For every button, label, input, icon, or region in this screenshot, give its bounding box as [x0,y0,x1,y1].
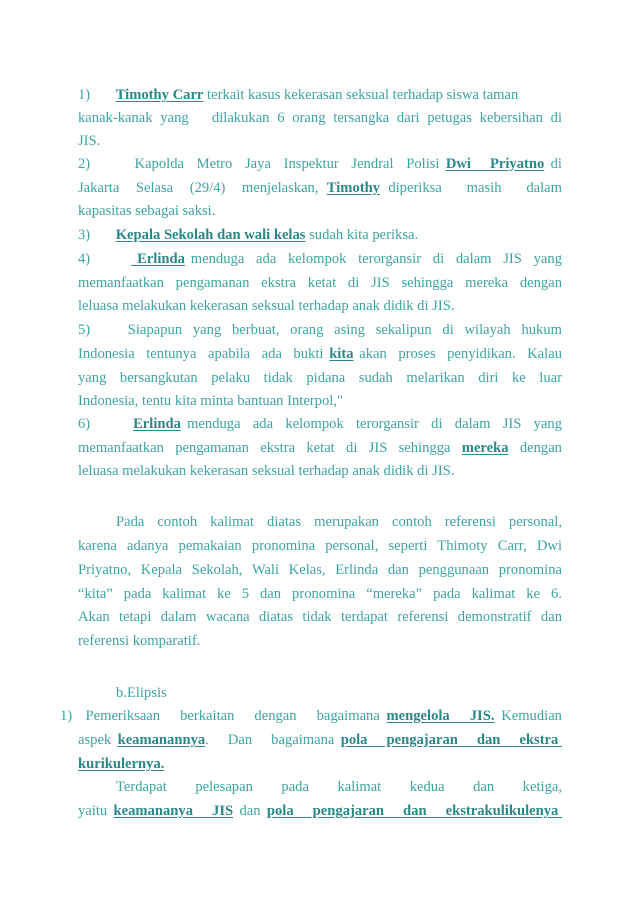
highlighted-term: pola pengajaran dan ekstrakulikulenya [266,803,562,819]
text-line [78,461,562,481]
text-line [78,225,562,245]
text-segment: Indonesia, tentu kita minta bantuan Interpol," [78,393,343,409]
text-segment: Indonesia tentunya apabila ada bukti [78,346,330,362]
text-line [78,438,562,458]
text-segment: kanak-kanak yang dilakukan 6 orang tersangka dari petugas kebersihan di [78,110,562,126]
text-segment: menduga ada kelompok terorgansir di dalam JIS yang [180,416,562,432]
text-segment: b.Elipsis [116,685,167,701]
text-segment: leluasa melakukan kekerasan seksual terhadap anak didik di JIS. [78,463,455,479]
highlighted-term: keamanannya [117,732,206,748]
text-segment: JIS. [78,133,101,149]
highlighted-term: kita [329,346,354,362]
highlighted-term: Erlinda [133,416,181,432]
text-segment: memanfaatkan pengamanan ekstra ketat di JIS sehingga [78,440,462,456]
text-line [78,320,562,340]
text-line [78,154,562,174]
text-segment: yaitu [78,803,114,819]
highlighted-term: Timothy [326,180,381,196]
highlighted-term: mereka [461,440,509,456]
highlighted-term: keamananya JIS [113,803,234,819]
text-segment: memanfaatkan pengamanan ekstra ketat di JIS sehingga mereka dengan [78,275,562,291]
text-line [78,631,562,651]
text-line [78,391,562,411]
text-segment: leluasa melakukan kekerasan seksual terhadap anak didik di JIS. [78,298,455,314]
text-line [78,296,562,316]
text-line [78,108,562,128]
text-line [60,706,562,726]
text-line [78,560,562,580]
text-segment: kapasitas sebagai saksi. [78,203,216,219]
text-segment: 3) [78,227,116,243]
highlighted-term: mengelola JIS. [386,708,495,724]
highlighted-term: Kepala Sekolah dan wali kelas [115,227,306,243]
text-segment: 1) Pemeriksaan berkaitan dengan bagaimana [60,708,387,724]
text-segment: karena adanya pemakaian pronomina personal, seperti Thimoty Carr, Dwi [78,538,562,554]
highlighted-term: Dwi Priyatno [445,156,545,172]
text-segment: terkait kasus kekerasan seksual terhadap siswa taman [203,87,519,103]
highlighted-term: pola pengajaran dan ekstra [340,732,562,748]
text-segment: 6) [78,416,134,432]
text-segment: Kemudian [494,708,562,724]
text-segment: aspek [78,732,118,748]
text-segment: sudah kita periksa. [305,227,419,243]
highlighted-term: kurikulernya. [78,756,165,772]
text-line [78,414,562,434]
text-segment: diperiksa masih dalam [380,180,562,196]
text-segment: 1) [78,87,116,103]
text-segment: Pada contoh kalimat diatas merupakan contoh referensi personal, [116,514,562,530]
text-line [78,178,562,198]
text-segment: 5) Siapapun yang berbuat, orang asing sekalipun di wilayah hukum [78,322,562,338]
text-line [78,584,562,604]
text-segment: di [544,156,562,172]
highlighted-term: Timothy Carr [115,87,204,103]
text-line [78,801,562,821]
text-line [116,683,600,703]
text-segment: 2) Kapolda Metro Jaya Inspektur Jendral Polisi [78,156,446,172]
text-segment: Akan tetapi dalam wacana diatas tidak terdapat referensi demonstratif dan [78,609,562,625]
text-segment: Terdapat pelesapan pada kalimat kedua dan ketiga, [116,779,562,795]
text-line [78,730,562,750]
text-segment: dengan [508,440,562,456]
text-line [78,249,562,269]
text-line [78,201,562,221]
text-segment: Jakarta Selasa (29/4) menjelaskan, [78,180,327,196]
text-line [78,536,562,556]
text-line [78,344,562,364]
text-segment: Priyatno, Kepala Sekolah, Wali Kelas, Erlinda dan penggunaan pronomina [78,562,562,578]
text-line [78,754,562,774]
text-segment: 4) [78,251,132,267]
text-segment: referensi komparatif. [78,633,201,649]
text-line [78,85,562,105]
text-line [78,368,562,388]
text-segment: . Dan bagaimana [205,732,341,748]
text-line [116,777,562,797]
text-segment: dan [233,803,267,819]
text-line [78,131,562,151]
text-line [116,512,562,532]
text-line [78,273,562,293]
highlighted-term: Erlinda [131,251,185,267]
text-segment: “kita” pada kalimat ke 5 dan pronomina “mereka” pada kalimat ke 6. [78,586,562,602]
text-line [78,607,562,627]
text-segment: akan proses penyidikan. Kalau [353,346,562,362]
text-segment: yang bersangkutan pelaku tidak pidana sudah melarikan diri ke luar [78,370,562,386]
text-segment: menduga ada kelompok terorgansir di dalam JIS yang [184,251,563,267]
